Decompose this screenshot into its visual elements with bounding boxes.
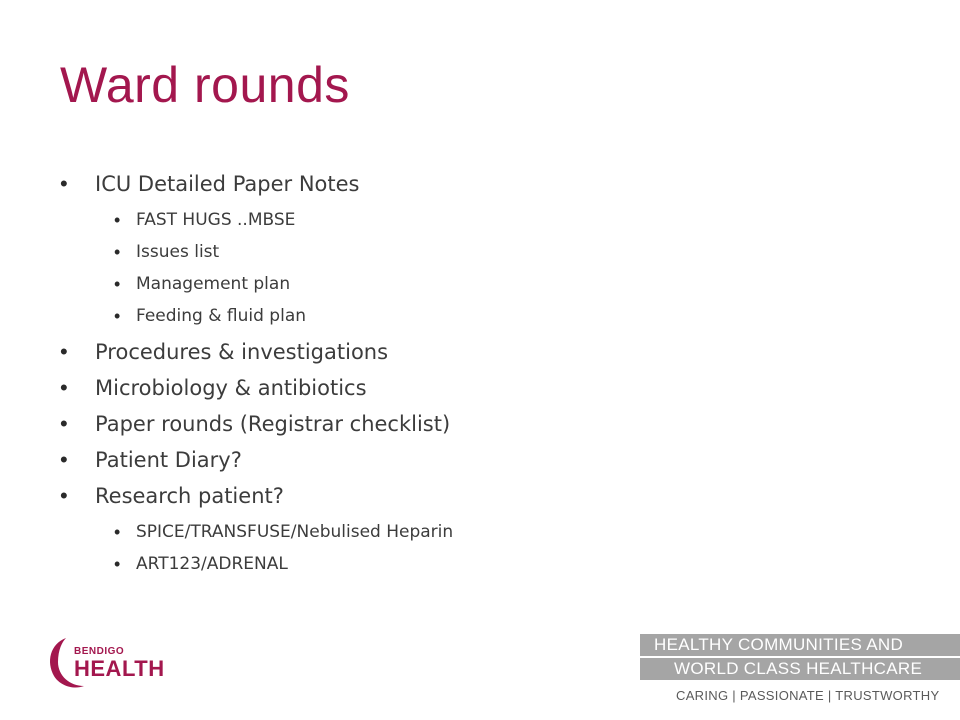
sub-bullet-item (60, 516, 880, 548)
sub-list-container (60, 516, 880, 580)
bullet-text: Procedures & investigations (95, 340, 389, 364)
bullet-item (60, 370, 880, 406)
sub-bullet-item (60, 548, 880, 580)
bullet-text: Patient Diary? (95, 448, 242, 472)
sub-bullet-text: SPICE/TRANSFUSE/Nebulised Heparin (136, 522, 454, 542)
logo-big-text: HEALTH (74, 656, 165, 681)
logo-small-text: BENDIGO (74, 646, 125, 657)
sub-bullet-text: Issues list (136, 242, 220, 262)
sub-bullet-list (60, 204, 880, 332)
sub-bullet-item (60, 204, 880, 236)
slide-title: Ward rounds (60, 57, 350, 113)
bullet-item (60, 334, 880, 370)
sub-bullet-item (60, 236, 880, 268)
values-text: CARING | PASSIONATE | TRUSTWORTHY (676, 688, 940, 703)
bendigo-health-logo (44, 632, 164, 692)
bullet-text: Paper rounds (Registrar checklist) (95, 412, 451, 436)
bullet-text: ICU Detailed Paper Notes (95, 172, 360, 196)
tagline-line1: HEALTHY COMMUNITIES AND (640, 634, 960, 656)
bullet-text: Microbiology & antibiotics (95, 376, 367, 400)
sub-bullet-text: Management plan (136, 274, 291, 294)
sub-bullet-text: ART123/ADRENAL (136, 554, 288, 574)
tagline-line2: WORLD CLASS HEALTHCARE (640, 658, 960, 680)
sub-bullet-item (60, 300, 880, 332)
sub-bullet-text: FAST HUGS ..MBSE (136, 210, 296, 230)
sub-list-container (60, 204, 880, 332)
bullet-item (60, 478, 880, 514)
sub-bullet-text: Feeding & fluid plan (136, 306, 307, 326)
tagline-block (640, 634, 960, 703)
sub-bullet-list (60, 516, 880, 580)
bullet-text: Research patient? (95, 484, 284, 508)
bullet-item (60, 406, 880, 442)
bullet-list (60, 166, 880, 582)
sub-bullet-item (60, 268, 880, 300)
bullet-item (60, 442, 880, 478)
bullet-item (60, 166, 880, 202)
